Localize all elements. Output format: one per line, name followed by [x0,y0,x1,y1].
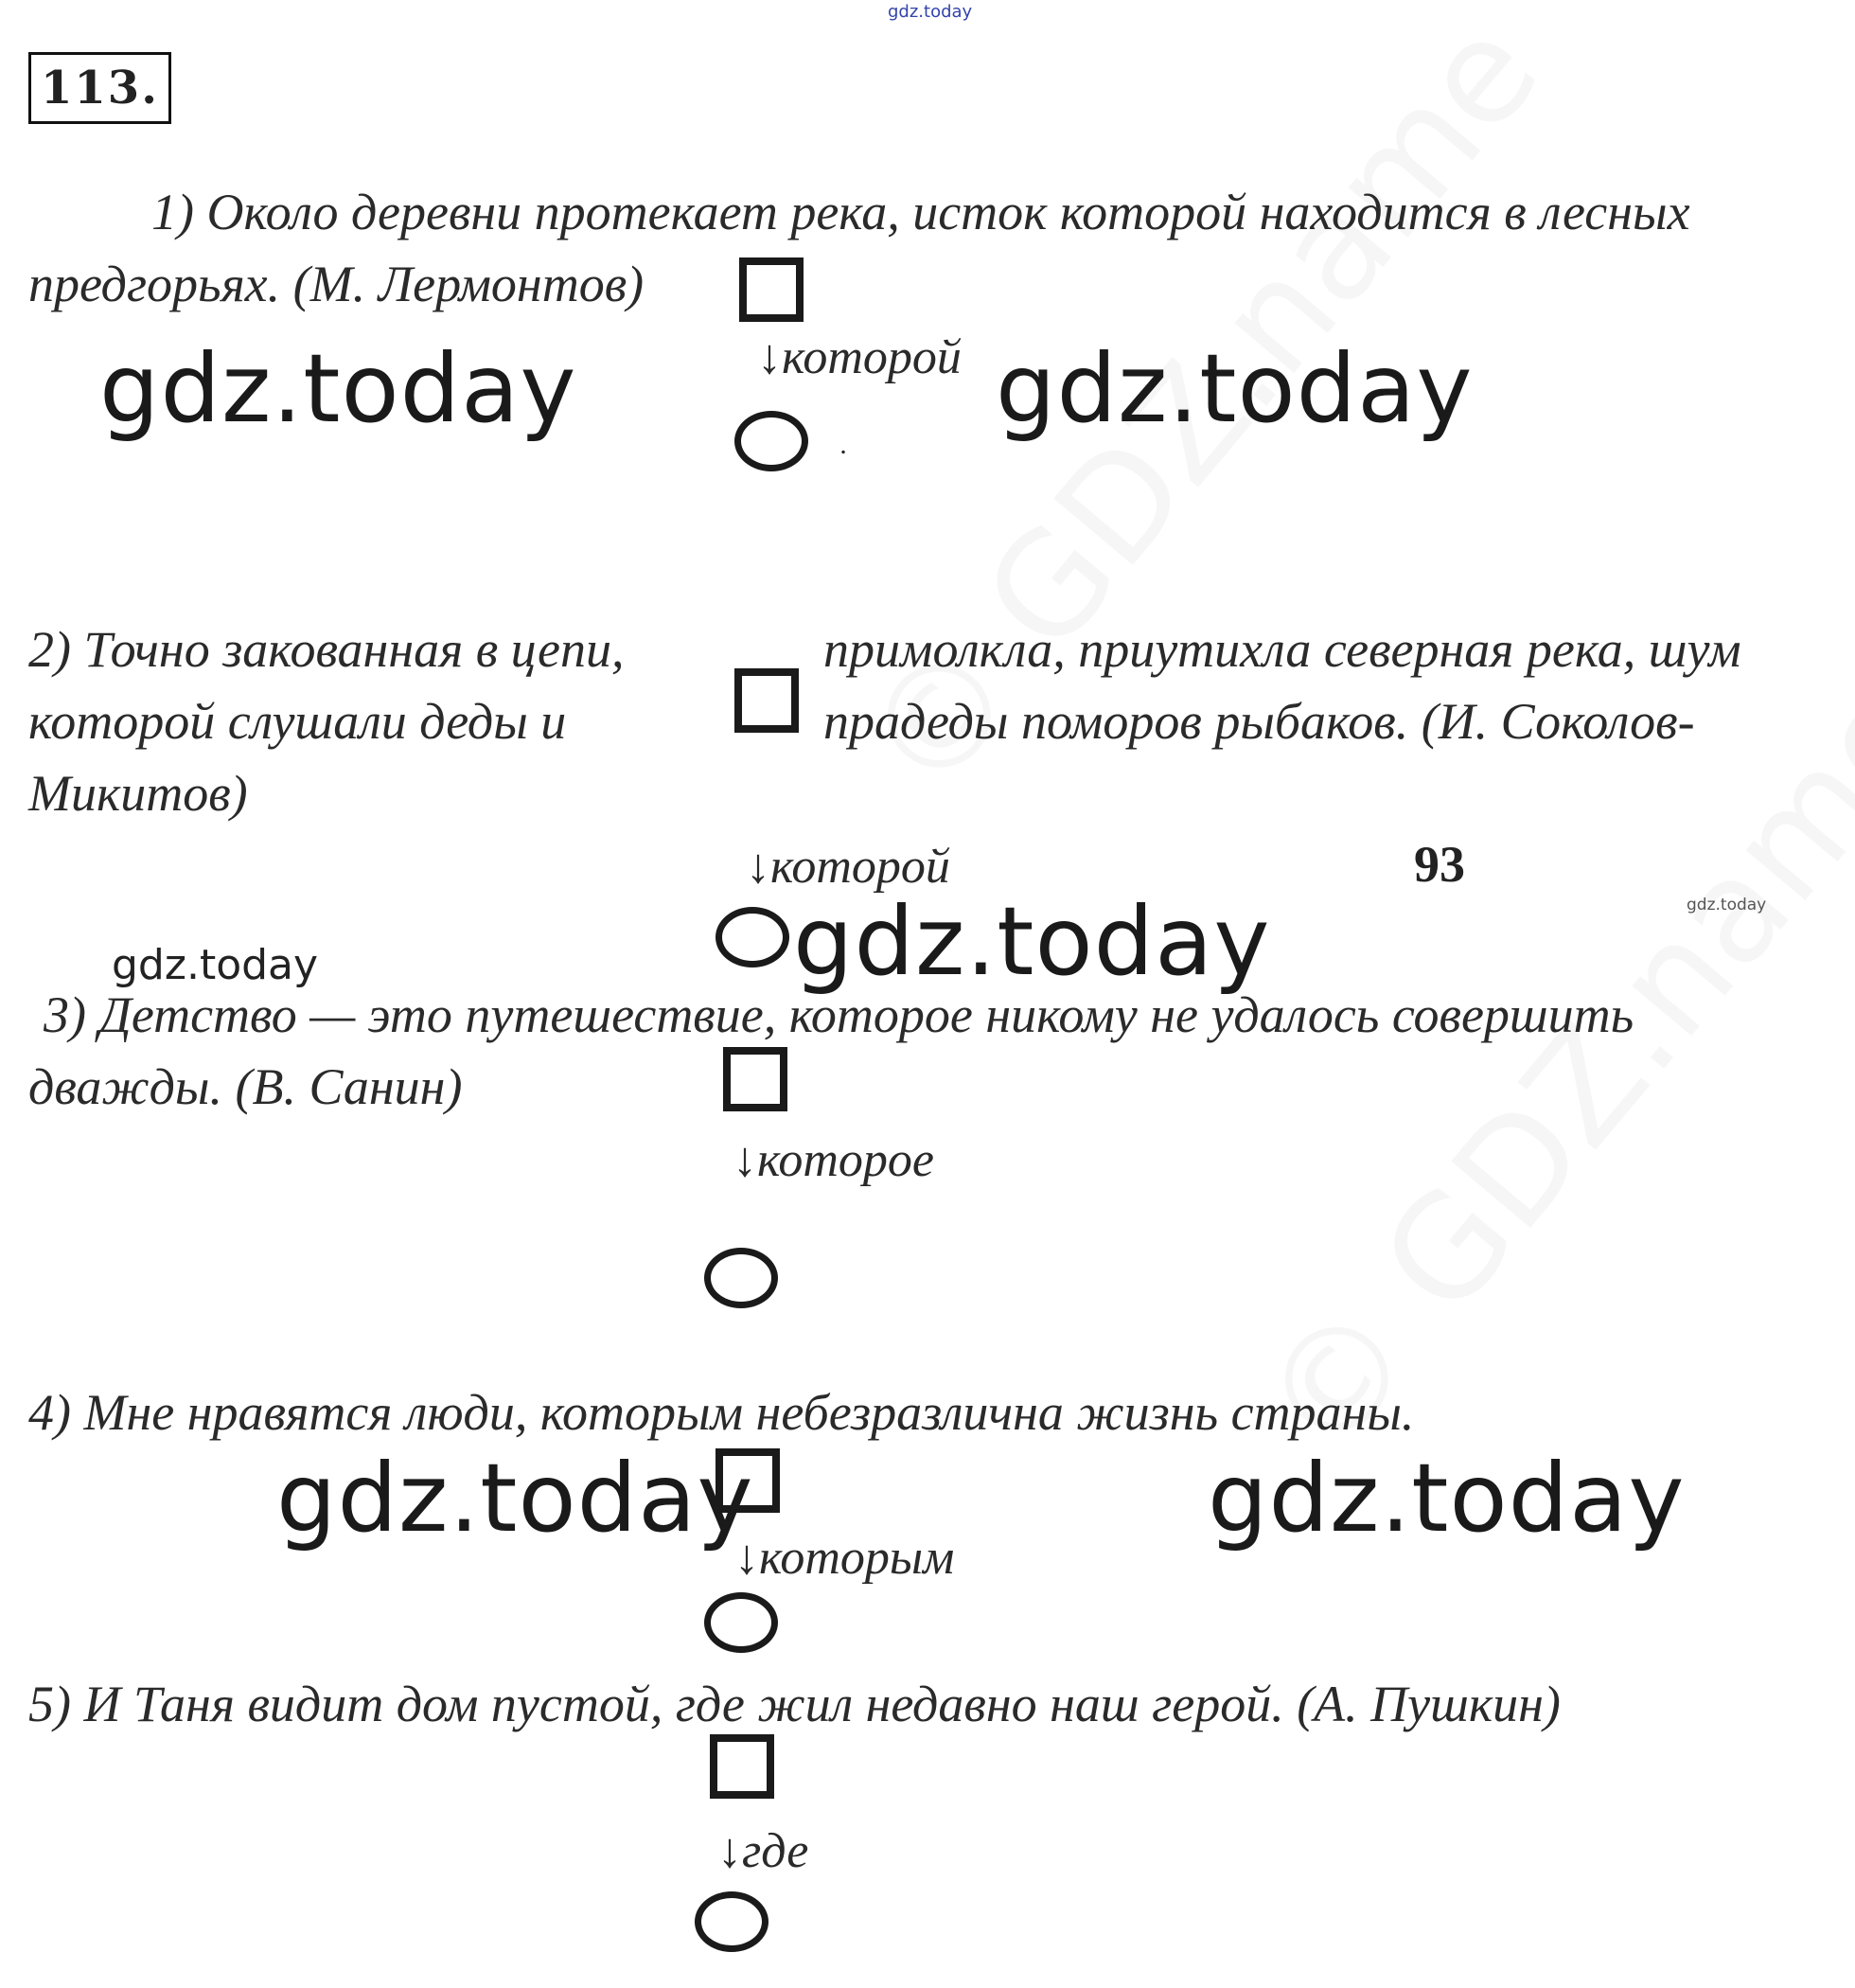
conjunction-2: ↓которой [746,840,950,894]
watermark-small: gdz.today [1687,896,1767,914]
watermark-big: gdz.today [996,333,1474,444]
sentence-4-line-1: 4) Мне нравятся люди, которым небезразлична жизнь страны. [28,1384,1415,1441]
task-number: 113. [28,52,171,124]
conjunction-5: ↓где [717,1824,809,1878]
subordinate-clause-circle-4 [704,1592,778,1653]
watermark-big: gdz.today [1208,1443,1686,1553]
page-number: 93 [1414,836,1465,893]
sentence-2-left-line: 2) Точно закованная в цепи, [28,621,625,678]
sentence-3-line-2: дважды. (В. Санин) [28,1058,463,1115]
sentence-2-right [823,613,1741,757]
sentence-2-left-line: Микитов) [28,765,248,822]
subordinate-clause-circle-5 [695,1891,768,1952]
sentence-5-line-1: 5) И Таня видит дом пустой, где жил недавно наш герой. (А. Пушкин) [28,1676,1561,1732]
sentence-3-line-1: 3) Детство — это путешествие, которое никому не удалось совершить [44,986,1634,1043]
sentence-4 [28,1376,1827,1448]
sentence-2-right-line: примолкла, приутихла северная река, шум [823,621,1741,678]
sentence-5 [28,1668,1827,1740]
sentence-1-line-2: предгорьях. (М. Лермонтов) [28,256,645,312]
dot-1: . [840,429,848,460]
watermark-big: gdz.today [793,886,1271,997]
sentence-2-right-line: прадеды поморов рыбаков. (И. Соколов- [823,693,1695,750]
conjunction-4: ↓которым [734,1531,955,1585]
sentence-2-left-line: которой слушали деды и [28,693,567,750]
main-clause-square-1 [739,257,804,322]
watermark-big: gdz.today [276,1443,754,1553]
top-watermark: gdz.today [888,2,973,22]
conjunction-3: ↓которое [733,1133,934,1187]
main-clause-square-3 [723,1047,787,1111]
main-clause-square-2 [734,668,799,733]
subordinate-clause-circle-1 [734,411,808,471]
main-clause-square-5 [710,1734,774,1799]
sentence-1 [28,176,1827,320]
watermark-mid: gdz.today [112,941,319,989]
subordinate-clause-circle-2 [716,907,789,967]
sentence-1-line-1: 1) Около деревни протекает река, исток которой находится в лесных [151,184,1690,240]
watermark-big: gdz.today [99,333,577,444]
sentence-3 [28,979,1827,1123]
sentence-2-left [28,613,625,829]
conjunction-1: ↓которой [757,330,962,384]
subordinate-clause-circle-3 [704,1248,778,1308]
